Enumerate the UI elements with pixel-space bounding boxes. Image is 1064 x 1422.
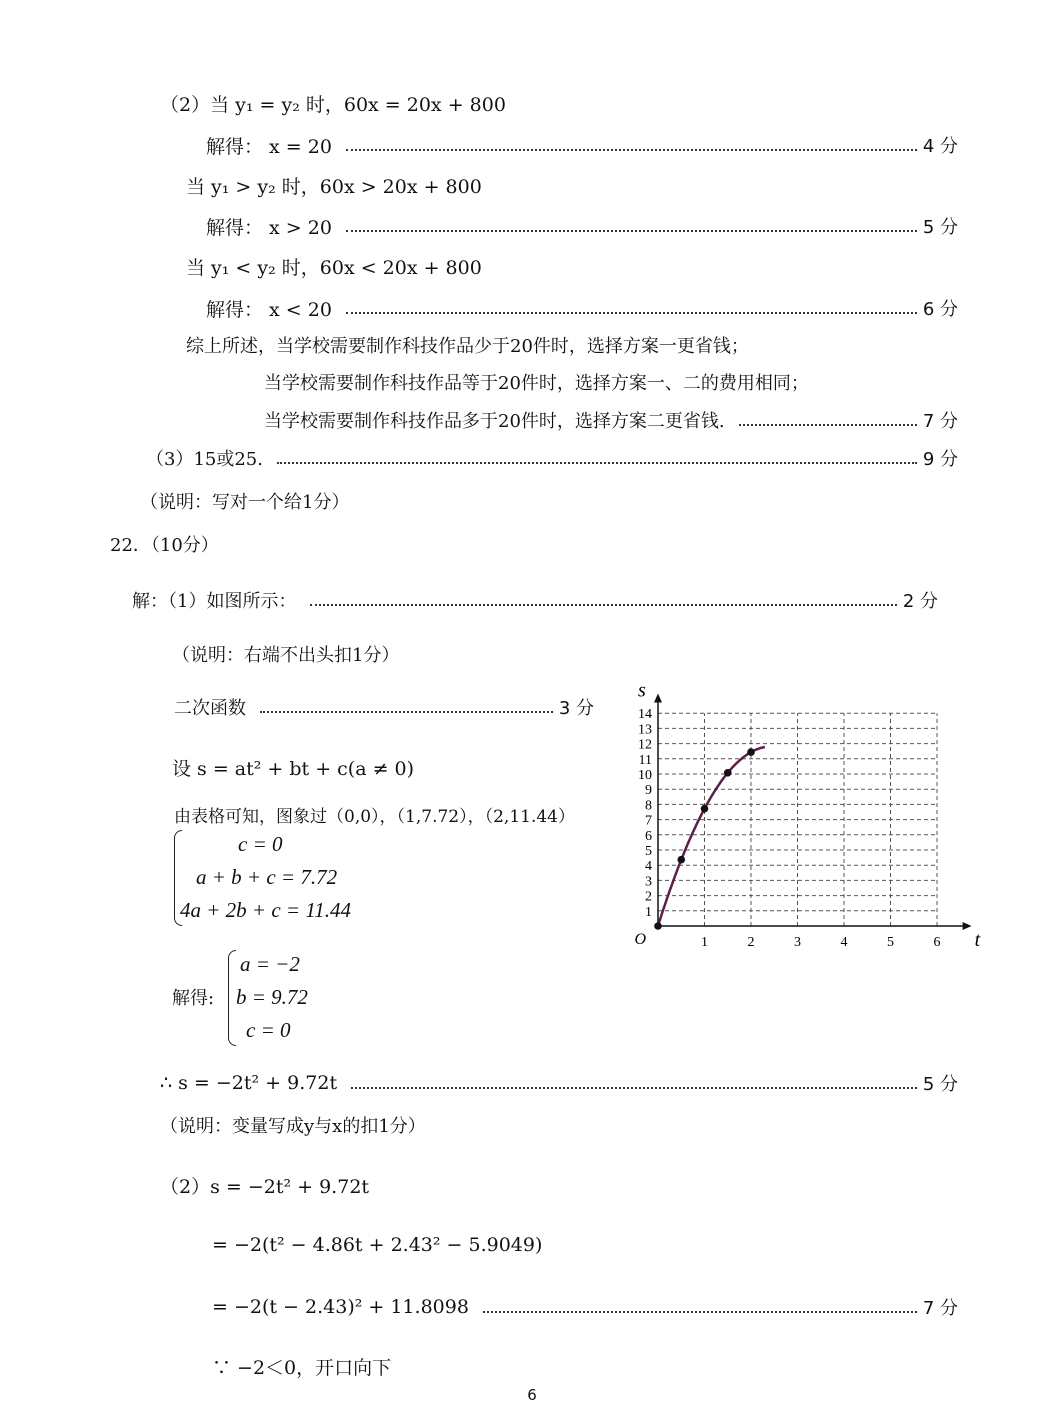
line-less-text: 当 y₁ < y₂ 时，60x < 20x + 800 <box>186 256 482 279</box>
solve-line-3 <box>206 291 958 325</box>
note-text: （说明：右端不出头扣1分） <box>172 645 400 666</box>
score: 2 分 <box>902 591 938 612</box>
solve-label-text: 解得: <box>172 988 215 1009</box>
x-tick-label: 4 <box>840 935 848 950</box>
data-point <box>747 748 755 756</box>
y-axis-label: s <box>638 679 646 702</box>
line-greater-text: 当 y₁ > y₂ 时，60x > 20x + 800 <box>186 175 482 198</box>
part2-text: （2）s = −2t² + 9.72t <box>160 1175 370 1198</box>
score: 6 分 <box>922 299 958 320</box>
y-tick-label: 8 <box>645 798 652 814</box>
opens-down-line <box>212 1349 391 1383</box>
note-text: （说明：变量写成y与x的扣1分） <box>160 1116 426 1137</box>
data-point <box>677 856 685 864</box>
result-line <box>160 1066 958 1100</box>
note-text: （说明：写对一个给1分） <box>140 492 350 513</box>
system-equation: b = 9.72 <box>236 985 308 1009</box>
summary-line-3 <box>264 403 958 437</box>
x-tick-label: 5 <box>887 935 894 950</box>
system-equation: 4a + 2b + c = 11.44 <box>180 898 352 922</box>
vertex-form-text: = −2(t − 2.43)² + 11.8098 <box>212 1296 469 1318</box>
function-type-text: 二次函数 <box>174 698 246 719</box>
dot-leader <box>346 230 917 232</box>
note-line-3 <box>160 1108 426 1142</box>
y-tick-label: 5 <box>645 844 652 859</box>
system-equation: a = −2 <box>240 952 300 976</box>
data-point <box>724 769 732 777</box>
q22-part1-text: 解：（1）如图所示： <box>132 591 297 612</box>
y-tick-label: 12 <box>638 737 652 753</box>
question-22-heading <box>110 527 219 561</box>
part3-line <box>146 441 958 475</box>
solve-label <box>172 980 214 1014</box>
score: 9 分 <box>922 449 958 470</box>
y-tick-label: 7 <box>645 813 652 829</box>
equation-system-1 <box>180 828 351 927</box>
y-tick-label: 14 <box>638 707 652 723</box>
q22-part1-line <box>132 583 938 617</box>
y-tick-label: 6 <box>645 828 652 844</box>
y-tick-label: 13 <box>638 722 652 738</box>
dot-leader <box>277 462 917 464</box>
data-point <box>654 922 662 930</box>
points-line <box>174 797 575 831</box>
assume-line <box>172 750 414 784</box>
note-line-2 <box>172 637 399 671</box>
solve-text: 解得： x > 20 <box>206 216 332 239</box>
note-line-1 <box>140 484 349 518</box>
solve-line-1 <box>206 128 958 162</box>
score: 5 分 <box>922 217 958 238</box>
dot-leader <box>310 604 896 606</box>
line-equal-text: （2）当 y₁ = y₂ 时，60x = 20x + 800 <box>160 93 506 116</box>
function-type-line <box>174 690 594 724</box>
opens-down-text: ∵ −2＜0，开口向下 <box>212 1356 392 1379</box>
x-tick-label: 6 <box>933 935 941 950</box>
dot-leader <box>260 711 553 713</box>
page-number: 6 <box>527 1386 537 1404</box>
y-tick-label: 10 <box>638 768 652 783</box>
solve-line-2 <box>206 209 958 243</box>
score: 7 分 <box>922 411 958 432</box>
score: 7 分 <box>922 1298 958 1319</box>
summary-text: 综上所述，当学校需要制作科技作品少于20件时，选择方案一更省钱； <box>186 336 749 357</box>
x-tick-label: 1 <box>701 935 708 950</box>
summary-line-2 <box>264 365 809 399</box>
dot-leader <box>483 1311 917 1313</box>
completing-square-text: = −2(t² − 4.86t + 2.43² − 5.9049) <box>212 1234 543 1256</box>
system-equation: c = 0 <box>238 832 283 856</box>
y-tick-label: 4 <box>645 859 652 875</box>
x-tick-label: 2 <box>747 935 755 950</box>
line-equal <box>160 86 506 120</box>
score: 4 分 <box>922 136 958 157</box>
points-text: 由表格可知，图象过（0,0），（1,7.72），（2,11.44） <box>174 806 575 827</box>
system-equation: c = 0 <box>246 1018 291 1042</box>
summary-text: 当学校需要制作科技作品等于20件时，选择方案一、二的费用相同； <box>264 373 809 394</box>
part2-line <box>160 1168 369 1202</box>
assume-text: 设 s = at² + bt + c(a ≠ 0) <box>172 757 415 780</box>
equation-system-2 <box>236 948 308 1047</box>
score: 3 分 <box>558 698 594 719</box>
y-tick-label: 1 <box>645 904 652 920</box>
dot-leader <box>351 1087 917 1089</box>
dot-leader <box>346 312 917 314</box>
y-tick-label: 9 <box>645 783 652 799</box>
quadratic-graph <box>620 660 981 960</box>
solve-text: 解得： x = 20 <box>206 135 332 158</box>
result-text: ∴ s = −2t² + 9.72t <box>160 1072 338 1094</box>
x-axis-label: t <box>974 929 981 951</box>
y-tick-label: 11 <box>638 752 652 768</box>
solve-text: 解得： x < 20 <box>206 298 332 321</box>
x-tick-label: 3 <box>794 935 801 950</box>
dot-leader <box>346 149 917 151</box>
vertex-form-line <box>212 1290 958 1324</box>
line-greater <box>186 168 482 202</box>
system-equation: a + b + c = 7.72 <box>196 865 338 889</box>
summary-text: 当学校需要制作科技作品多于20件时，选择方案二更省钱. <box>264 411 725 432</box>
y-tick-label: 2 <box>645 889 652 905</box>
y-tick-label: 3 <box>645 874 652 890</box>
data-point <box>701 805 709 813</box>
score: 5 分 <box>922 1074 958 1095</box>
x-axis-arrow <box>963 922 972 930</box>
question-heading-text: 22．（10分） <box>110 535 219 556</box>
line-less <box>186 249 482 283</box>
origin-label: O <box>634 931 646 948</box>
brace-system-2 <box>228 950 236 1046</box>
summary-line-1 <box>186 328 749 362</box>
completing-square-line <box>212 1228 542 1262</box>
y-axis-arrow <box>654 694 662 703</box>
part3-text: （3）15或25. <box>146 449 263 470</box>
dot-leader <box>739 424 917 426</box>
